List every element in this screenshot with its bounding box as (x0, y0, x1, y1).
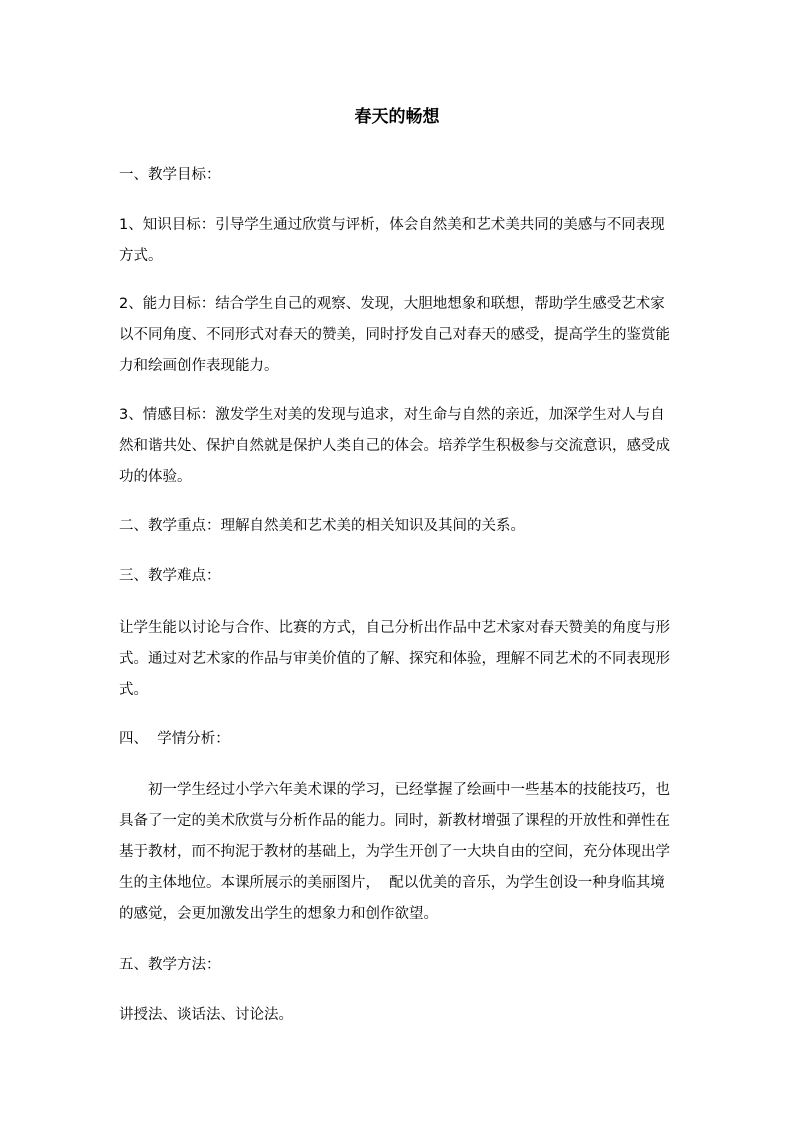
section-heading-teaching-methods: 五、教学方法： (119, 957, 221, 973)
paragraph-knowledge-goal: 1、知识目标：引导学生通过欣赏与评析，体会自然美和艺术美共同的美感与不同表现方式。 (119, 217, 665, 264)
section-heading-key-points: 二、教学重点：理解自然美和艺术美的相关知识及其间的关系。 (119, 518, 525, 534)
paragraph-student-analysis: 初一学生经过小学六年美术课的学习，已经掌握了绘画中一些基本的技能技巧，也具备了一定的美术欣赏与分析作品的能力。同时，新教材增强了课程的开放性和弹性在基于教材，而不拘泥于教材的基础上，为学生开创了一大块自由的空间，充分体现出学生的主体地位。本课所展示的美丽图片， 配以优美的音乐，为学生创设一种身临其境的感觉，会更加激发出学生的想象力和创作欲望。 (119, 782, 670, 922)
section-heading-difficulties: 三、教学难点： (119, 568, 221, 584)
paragraph-difficulties: 让学生能以讨论与合作、比赛的方式，自己分析出作品中艺术家对春天赞美的角度与形式。通过对艺术家的作品与审美价值的了解、探究和体验，理解不同艺术的不同表现形式。 (119, 620, 670, 698)
section-heading-teaching-goals: 一、教学目标： (119, 167, 221, 183)
paragraph-emotion-goal: 3、情感目标：激发学生对美的发现与追求，对生命与自然的亲近，加深学生对人与自然和谐共处、保护自然就是保护人类自己的体会。培养学生积极参与交流意识，感受成功的体验。 (119, 407, 670, 485)
paragraph-ability-goal: 2、能力目标：结合学生自己的观察、发现，大胆地想象和联想，帮助学生感受艺术家以不同角度、不同形式对春天的赞美，同时抒发自己对春天的感受，提高学生的鉴赏能力和绘画创作表现能力。 (119, 296, 670, 374)
document-title: 春天的畅想 (354, 107, 440, 127)
paragraph-teaching-methods: 讲授法、谈话法、讨论法。 (119, 1007, 293, 1023)
section-heading-student-analysis: 四、 学情分析： (119, 731, 230, 747)
